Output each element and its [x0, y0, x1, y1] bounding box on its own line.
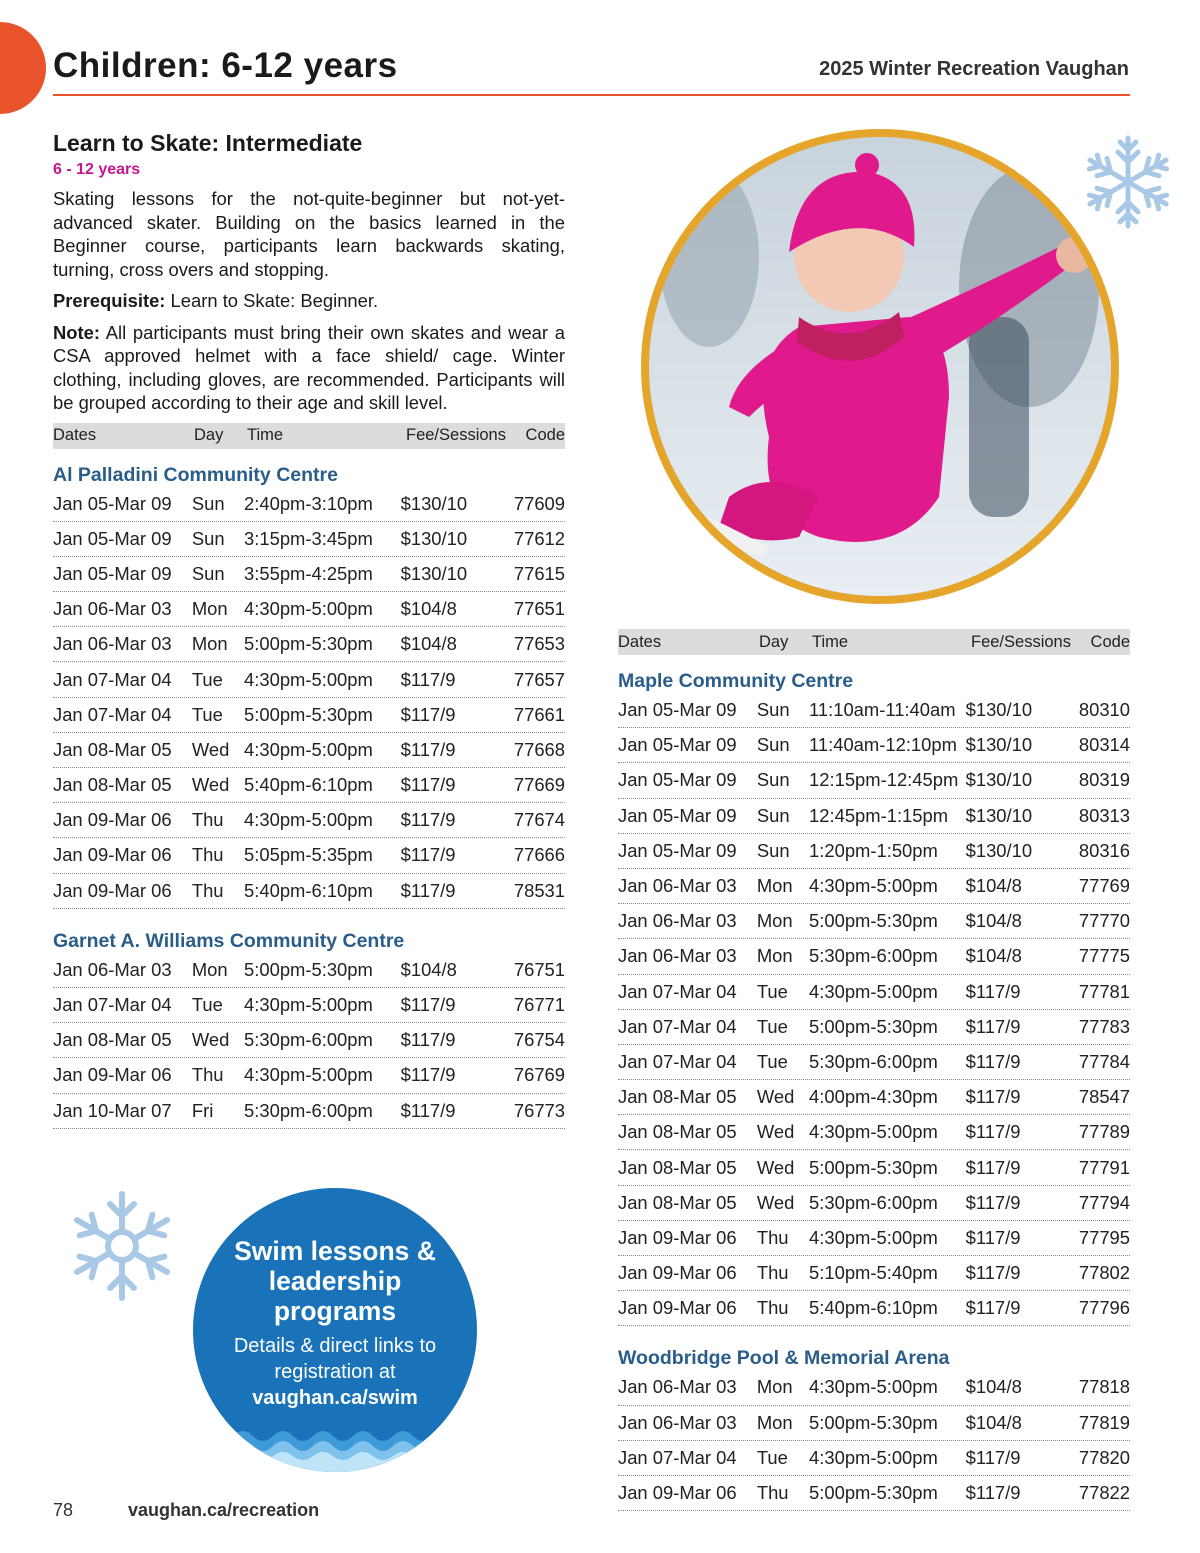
- cell-fee: $117/9: [400, 1029, 456, 1051]
- cell-fee: $117/9: [400, 844, 456, 866]
- cell-dates: Jan 08-Mar 05: [618, 1121, 737, 1143]
- cell-day: Thu: [756, 1262, 789, 1284]
- cell-time: 4:30pm-5:00pm: [809, 1446, 938, 1468]
- cell-dates: Jan 08-Mar 05: [53, 1029, 172, 1051]
- schedule-table-right: [618, 629, 1130, 1511]
- cell-code: 77789: [1078, 1121, 1130, 1143]
- cell-dates: Jan 09-Mar 06: [618, 1262, 737, 1284]
- cell-code: 77657: [513, 668, 565, 690]
- cell-dates: Jan 07-Mar 04: [53, 703, 172, 725]
- cell-fee: $117/9: [965, 1226, 1021, 1248]
- table-row: [618, 1150, 1130, 1185]
- header-divider: [53, 94, 1130, 96]
- cell-code: 77668: [513, 738, 565, 760]
- cell-dates: Jan 06-Mar 03: [618, 910, 737, 932]
- note: [53, 321, 565, 415]
- table-row: [53, 698, 565, 733]
- cell-time: 4:00pm-4:30pm: [809, 1086, 938, 1108]
- table-row: [618, 693, 1130, 728]
- cell-dates: Jan 05-Mar 09: [618, 734, 737, 756]
- cell-day: Sun: [756, 769, 790, 791]
- venue-heading: Al Palladini Community Centre: [53, 463, 338, 486]
- cell-fee: $117/9: [400, 668, 456, 690]
- cell-day: Thu: [191, 844, 224, 866]
- snowflake-icon: [1078, 132, 1178, 232]
- cell-code: 77791: [1078, 1156, 1130, 1178]
- cell-day: Thu: [756, 1297, 789, 1319]
- swim-promo-link[interactable]: vaughan.ca/swim: [252, 1387, 418, 1409]
- cell-time: 4:30pm-5:00pm: [244, 1064, 373, 1086]
- cell-code: 77822: [1078, 1482, 1130, 1504]
- cell-dates: Jan 06-Mar 03: [618, 875, 737, 897]
- cell-dates: Jan 05-Mar 09: [618, 839, 737, 861]
- cell-fee: $117/9: [400, 703, 456, 725]
- cell-dates: Jan 06-Mar 03: [618, 1376, 737, 1398]
- cell-dates: Jan 07-Mar 04: [618, 1050, 737, 1072]
- cell-dates: Jan 09-Mar 06: [53, 809, 172, 831]
- cell-day: Sun: [756, 804, 790, 826]
- table-row: [53, 592, 565, 627]
- cell-time: 5:30pm-6:00pm: [244, 1029, 373, 1051]
- cell-day: Wed: [191, 1029, 230, 1051]
- cell-fee: $104/8: [400, 958, 457, 980]
- cell-time: 5:40pm-6:10pm: [244, 879, 373, 901]
- cell-time: 4:30pm-5:00pm: [809, 1226, 938, 1248]
- cell-time: 5:00pm-5:30pm: [809, 1482, 938, 1504]
- swim-promo-badge[interactable]: [193, 1188, 477, 1472]
- table-row: [618, 1115, 1130, 1150]
- cell-fee: $117/9: [965, 1446, 1021, 1468]
- cell-code: 76754: [513, 1029, 565, 1051]
- cell-time: 12:15pm-12:45pm: [809, 769, 959, 791]
- table-row: [53, 522, 565, 557]
- program-description: [53, 187, 565, 415]
- cell-day: Thu: [191, 1064, 224, 1086]
- cell-time: 4:30pm-5:00pm: [244, 994, 373, 1016]
- header-dates: Dates: [618, 632, 662, 651]
- cell-code: 77669: [513, 774, 565, 796]
- cell-day: Mon: [756, 945, 793, 967]
- cell-day: Wed: [756, 1156, 795, 1178]
- table-row: [618, 975, 1130, 1010]
- cell-code: 77818: [1078, 1376, 1130, 1398]
- cell-time: 5:00pm-5:30pm: [809, 910, 938, 932]
- cell-dates: Jan 05-Mar 09: [53, 527, 172, 549]
- cell-dates: Jan 09-Mar 06: [618, 1482, 737, 1504]
- cell-time: 4:30pm-5:00pm: [244, 668, 373, 690]
- swim-promo-title: Swim lessons & leadership programs: [234, 1236, 436, 1326]
- cell-code: 77819: [1078, 1411, 1130, 1433]
- header-fee: Fee/Sessions: [971, 632, 1071, 651]
- table-row: [53, 627, 565, 662]
- cell-code: 77775: [1078, 945, 1130, 967]
- cell-dates: Jan 05-Mar 09: [618, 699, 737, 721]
- cell-fee: $130/10: [965, 734, 1033, 756]
- schedule-table-left: [53, 423, 565, 1129]
- table-row: [53, 838, 565, 873]
- cell-fee: $104/8: [965, 1411, 1022, 1433]
- cell-dates: Jan 09-Mar 06: [53, 1064, 172, 1086]
- cell-day: Sun: [191, 527, 225, 549]
- description-text: Skating lessons for the not-quite-beginner but not-yet-advanced skater. Building on the basics learned in the Beginner course, participants learn backwards skating, turning, cross overs and stopping.: [53, 188, 565, 280]
- venue-heading: Woodbridge Pool & Memorial Arena: [618, 1347, 950, 1370]
- table-row: [618, 728, 1130, 763]
- cell-time: 3:55pm-4:25pm: [244, 562, 373, 584]
- cell-fee: $130/10: [965, 769, 1033, 791]
- cell-code: 80310: [1078, 699, 1130, 721]
- cell-day: Wed: [756, 1086, 795, 1108]
- swim-promo-details: [193, 1333, 477, 1411]
- cell-code: 77820: [1078, 1446, 1130, 1468]
- cell-day: Tue: [756, 1050, 788, 1072]
- cell-code: 77769: [1078, 875, 1130, 897]
- cell-code: 77796: [1078, 1297, 1130, 1319]
- cell-fee: $130/10: [400, 562, 468, 584]
- cell-code: 76751: [513, 958, 565, 980]
- cell-code: 77784: [1078, 1050, 1130, 1072]
- photo-illustration: [649, 137, 1111, 596]
- header-time: Time: [812, 632, 849, 651]
- table-row: [53, 557, 565, 592]
- cell-code: 77609: [513, 492, 565, 514]
- cell-time: 5:10pm-5:40pm: [809, 1262, 938, 1284]
- cell-time: 5:30pm-6:00pm: [809, 1050, 938, 1072]
- header-code: Code: [1090, 632, 1130, 651]
- cell-dates: Jan 09-Mar 06: [53, 844, 172, 866]
- cell-day: Thu: [756, 1482, 789, 1504]
- page-tab-marker: [0, 22, 46, 114]
- cell-dates: Jan 07-Mar 04: [53, 994, 172, 1016]
- cell-day: Tue: [756, 1446, 788, 1468]
- cell-day: Sun: [191, 492, 225, 514]
- age-range: 6 - 12 years: [53, 161, 141, 178]
- cell-fee: $117/9: [965, 1482, 1021, 1504]
- cell-fee: $117/9: [400, 1099, 456, 1121]
- cell-fee: $117/9: [400, 774, 456, 796]
- note-text: All participants must bring their own skates and wear a CSA approved helmet with a face shield/ cage. Winter clothing, including gloves, are recommended. Participants will be grouped according to their age and skill level.: [53, 321, 565, 413]
- table-row: [618, 869, 1130, 904]
- cell-dates: Jan 08-Mar 05: [618, 1156, 737, 1178]
- cell-dates: Jan 06-Mar 03: [53, 958, 172, 980]
- cell-dates: Jan 05-Mar 09: [53, 492, 172, 514]
- cell-code: 77794: [1078, 1191, 1130, 1213]
- cell-fee: $117/9: [400, 809, 456, 831]
- table-row: [618, 1010, 1130, 1045]
- cell-time: 5:30pm-6:00pm: [809, 1191, 938, 1213]
- cell-time: 4:30pm-5:00pm: [809, 980, 938, 1002]
- table-row: [618, 1186, 1130, 1221]
- table-row: [53, 988, 565, 1023]
- cell-time: 5:00pm-5:30pm: [809, 1015, 938, 1037]
- table-row: [618, 1406, 1130, 1441]
- publication-title: 2025 Winter Recreation Vaughan: [819, 58, 1129, 80]
- cell-day: Wed: [756, 1121, 795, 1143]
- cell-fee: $117/9: [965, 1262, 1021, 1284]
- table-row: [53, 487, 565, 522]
- cell-day: Sun: [756, 839, 790, 861]
- cell-dates: Jan 06-Mar 03: [53, 598, 172, 620]
- cell-dates: Jan 06-Mar 03: [618, 1411, 737, 1433]
- cell-fee: $104/8: [400, 598, 457, 620]
- cell-day: Mon: [756, 875, 793, 897]
- cell-code: 77781: [1078, 980, 1130, 1002]
- cell-fee: $117/9: [400, 1064, 456, 1086]
- cell-fee: $104/8: [400, 633, 457, 655]
- cell-day: Thu: [191, 879, 224, 901]
- cell-fee: $117/9: [400, 879, 456, 901]
- child-skating-photo: [641, 129, 1119, 604]
- header-time: Time: [247, 426, 284, 444]
- cell-dates: Jan 09-Mar 06: [618, 1226, 737, 1248]
- header-fee: Fee/Sessions: [406, 426, 506, 444]
- table-row: [53, 1023, 565, 1058]
- table-row: [618, 834, 1130, 869]
- cell-time: 2:40pm-3:10pm: [244, 492, 373, 514]
- table-row: [618, 1256, 1130, 1291]
- prerequisite-text: Learn to Skate: Beginner.: [165, 290, 379, 311]
- cell-fee: $130/10: [965, 804, 1033, 826]
- cell-code: 77653: [513, 633, 565, 655]
- cell-code: 77674: [513, 809, 565, 831]
- header-day: Day: [194, 426, 224, 444]
- cell-day: Tue: [191, 703, 223, 725]
- cell-code: 80314: [1078, 734, 1130, 756]
- header-dates: Dates: [53, 426, 97, 444]
- cell-time: 4:30pm-5:00pm: [244, 738, 373, 760]
- cell-code: 77612: [513, 527, 565, 549]
- table-row: [618, 939, 1130, 974]
- cell-code: 77651: [513, 598, 565, 620]
- cell-time: 4:30pm-5:00pm: [809, 1121, 938, 1143]
- cell-code: 78547: [1078, 1086, 1130, 1108]
- cell-day: Wed: [191, 738, 230, 760]
- table-row: [53, 803, 565, 838]
- table-row: [53, 953, 565, 988]
- cell-fee: $117/9: [965, 980, 1021, 1002]
- cell-code: 80313: [1078, 804, 1130, 826]
- venue-heading: Garnet A. Williams Community Centre: [53, 929, 405, 952]
- table-row: [618, 799, 1130, 834]
- cell-dates: Jan 07-Mar 04: [618, 980, 737, 1002]
- cell-fee: $117/9: [965, 1297, 1021, 1319]
- cell-day: Tue: [191, 668, 223, 690]
- cell-time: 5:40pm-6:10pm: [809, 1297, 938, 1319]
- cell-fee: $130/10: [965, 839, 1033, 861]
- cell-code: 77802: [1078, 1262, 1130, 1284]
- cell-time: 5:00pm-5:30pm: [244, 703, 373, 725]
- prerequisite-label: Prerequisite:: [53, 290, 166, 311]
- wave-decoration: [193, 1422, 477, 1472]
- table-row: [53, 874, 565, 909]
- cell-time: 5:40pm-6:10pm: [244, 774, 373, 796]
- table-row: [618, 1221, 1130, 1256]
- cell-fee: $117/9: [400, 738, 456, 760]
- cell-dates: Jan 08-Mar 05: [618, 1191, 737, 1213]
- cell-day: Tue: [191, 994, 223, 1016]
- cell-day: Wed: [191, 774, 230, 796]
- page-title: Children: 6-12 years: [53, 46, 398, 85]
- cell-time: 11:10am-11:40am: [809, 699, 956, 721]
- cell-code: 76771: [513, 994, 565, 1016]
- cell-day: Sun: [191, 562, 225, 584]
- cell-dates: Jan 05-Mar 09: [618, 769, 737, 791]
- table-row: [53, 662, 565, 697]
- cell-day: Tue: [756, 1015, 788, 1037]
- cell-day: Mon: [191, 633, 228, 655]
- cell-dates: Jan 07-Mar 04: [618, 1015, 737, 1037]
- cell-time: 4:30pm-5:00pm: [809, 875, 938, 897]
- cell-fee: $104/8: [965, 910, 1022, 932]
- cell-fee: $117/9: [400, 994, 456, 1016]
- cell-day: Sun: [756, 699, 790, 721]
- cell-fee: $117/9: [965, 1086, 1021, 1108]
- cell-code: 77783: [1078, 1015, 1130, 1037]
- program-title: Learn to Skate: Intermediate: [53, 130, 363, 156]
- cell-code: 77770: [1078, 910, 1130, 932]
- cell-fee: $117/9: [965, 1191, 1021, 1213]
- cell-day: Mon: [756, 910, 793, 932]
- table-header: [618, 629, 1130, 655]
- table-row: [618, 904, 1130, 939]
- table-row: [618, 1291, 1130, 1326]
- cell-fee: $130/10: [400, 527, 468, 549]
- cell-day: Fri: [191, 1099, 214, 1121]
- prerequisite: [53, 289, 565, 313]
- cell-time: 4:30pm-5:00pm: [244, 598, 373, 620]
- cell-time: 12:45pm-1:15pm: [809, 804, 949, 826]
- footer-url[interactable]: vaughan.ca/recreation: [128, 1500, 320, 1520]
- cell-day: Thu: [756, 1226, 789, 1248]
- cell-time: 5:00pm-5:30pm: [809, 1411, 938, 1433]
- cell-dates: Jan 10-Mar 07: [53, 1099, 172, 1121]
- cell-time: 4:30pm-5:00pm: [244, 809, 373, 831]
- cell-time: 3:15pm-3:45pm: [244, 527, 373, 549]
- cell-dates: Jan 07-Mar 04: [53, 668, 172, 690]
- header-code: Code: [525, 426, 565, 444]
- cell-code: 77666: [513, 844, 565, 866]
- table-row: [53, 1094, 565, 1129]
- cell-day: Mon: [191, 958, 228, 980]
- cell-fee: $104/8: [965, 945, 1022, 967]
- cell-dates: Jan 08-Mar 05: [53, 738, 172, 760]
- cell-day: Mon: [191, 598, 228, 620]
- cell-dates: Jan 09-Mar 06: [618, 1297, 737, 1319]
- swim-promo-text: Details & direct links to registration at: [233, 1335, 437, 1383]
- table-row: [53, 768, 565, 803]
- cell-time: 5:05pm-5:35pm: [244, 844, 373, 866]
- cell-fee: $130/10: [400, 492, 468, 514]
- table-row: [53, 733, 565, 768]
- table-row: [53, 1058, 565, 1093]
- cell-time: 5:00pm-5:30pm: [809, 1156, 938, 1178]
- cell-day: Mon: [756, 1376, 793, 1398]
- cell-fee: $117/9: [965, 1156, 1021, 1178]
- cell-code: 78531: [513, 879, 565, 901]
- cell-time: 5:00pm-5:30pm: [244, 958, 373, 980]
- cell-time: 5:30pm-6:00pm: [809, 945, 938, 967]
- cell-time: 5:30pm-6:00pm: [244, 1099, 373, 1121]
- cell-code: 76773: [513, 1099, 565, 1121]
- header-day: Day: [759, 632, 789, 651]
- cell-code: 76769: [513, 1064, 565, 1086]
- cell-dates: Jan 08-Mar 05: [53, 774, 172, 796]
- table-row: [618, 1045, 1130, 1080]
- cell-time: 11:40am-12:10pm: [809, 734, 957, 756]
- cell-code: 77615: [513, 562, 565, 584]
- cell-fee: $104/8: [965, 1376, 1022, 1398]
- cell-dates: Jan 06-Mar 03: [53, 633, 172, 655]
- table-row: [618, 1476, 1130, 1511]
- cell-fee: $117/9: [965, 1015, 1021, 1037]
- cell-day: Tue: [756, 980, 788, 1002]
- cell-dates: Jan 06-Mar 03: [618, 945, 737, 967]
- cell-fee: $117/9: [965, 1121, 1021, 1143]
- cell-day: Wed: [756, 1191, 795, 1213]
- cell-code: 77661: [513, 703, 565, 725]
- cell-dates: Jan 05-Mar 09: [618, 804, 737, 826]
- table-row: [618, 1441, 1130, 1476]
- venue-heading: Maple Community Centre: [618, 670, 854, 692]
- note-label: Note:: [53, 321, 100, 343]
- cell-day: Mon: [756, 1411, 793, 1433]
- cell-day: Thu: [191, 809, 224, 831]
- table-header: [53, 423, 565, 449]
- cell-dates: Jan 08-Mar 05: [618, 1086, 737, 1108]
- page-number: 78: [53, 1500, 74, 1520]
- cell-code: 80319: [1078, 769, 1130, 791]
- cell-time: 4:30pm-5:00pm: [809, 1376, 938, 1398]
- snowflake-icon: [62, 1186, 182, 1306]
- cell-fee: $130/10: [965, 699, 1033, 721]
- cell-day: Sun: [756, 734, 790, 756]
- cell-dates: Jan 05-Mar 09: [53, 562, 172, 584]
- cell-dates: Jan 07-Mar 04: [618, 1446, 737, 1468]
- cell-dates: Jan 09-Mar 06: [53, 879, 172, 901]
- cell-time: 5:00pm-5:30pm: [244, 633, 373, 655]
- cell-fee: $104/8: [965, 875, 1022, 897]
- cell-time: 1:20pm-1:50pm: [809, 839, 938, 861]
- left-column: [53, 130, 565, 1129]
- table-row: [618, 763, 1130, 798]
- cell-code: 80316: [1078, 839, 1130, 861]
- cell-fee: $117/9: [965, 1050, 1021, 1072]
- table-row: [618, 1080, 1130, 1115]
- cell-code: 77795: [1078, 1226, 1130, 1248]
- table-row: [618, 1370, 1130, 1405]
